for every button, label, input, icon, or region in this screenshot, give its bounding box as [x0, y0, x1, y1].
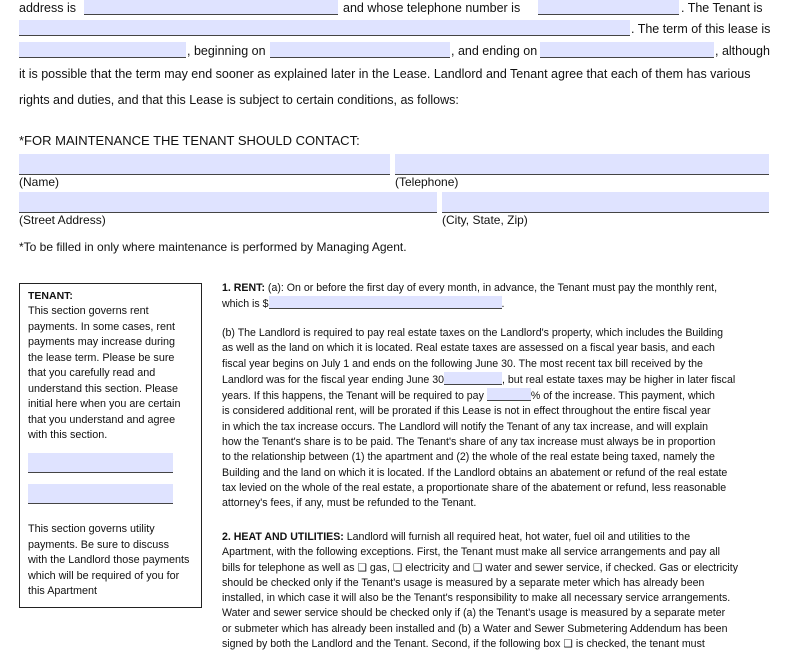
fiscal-year-field[interactable] — [444, 372, 502, 385]
tax-percent-rest: % of the increase. This payment, which — [530, 390, 715, 403]
heat-line: signed by both the Landlord and the Tenant. Second, if the following box ❑ is checked, the tenant must — [222, 638, 705, 651]
intro-although-label: , although — [715, 44, 770, 58]
sidebar-title: TENANT: — [28, 290, 73, 302]
heat-line: Water and sewer service should be checked only if (a) the Tenant's usage is measured by a separate meter — [222, 607, 726, 620]
heat-line: Apartment, with the following exceptions. First, the Tenant must make all service arrangements and pay all — [222, 546, 720, 559]
heat-utilities-section — [222, 530, 771, 652]
sidebar-utility-line: which will be required of you for — [28, 569, 180, 582]
heat-line: bills for telephone as well as ❑ gas, ❑ electricity and ❑ water and sewer service, if checked. Gas or electricity — [222, 561, 739, 574]
rent-amount-end: . — [501, 298, 505, 311]
heat-heading: 2. HEAT AND UTILITIES: — [222, 531, 344, 543]
heat-first-line: Landlord will furnish all required heat, hot water, fuel oil and utilities to the — [343, 531, 691, 543]
street-address-field[interactable] — [19, 192, 437, 213]
street-address-label: (Street Address) — [19, 213, 106, 227]
tax-line: to the relationship between (1) the apartment and (2) the whole of the real estate being taxed, namely the — [222, 451, 715, 464]
tax-line: as well as the land on which it is located. Real estate taxes are assessed on a fiscal year basis, and each — [222, 342, 715, 355]
tax-percent-field[interactable] — [487, 388, 531, 401]
rent-text-a: (a): On or before the first day of every month, in advance, the Tenant must pay the monthly rent, — [264, 282, 718, 294]
rent-section — [222, 281, 771, 313]
rent-initial-field-2[interactable] — [28, 484, 173, 504]
sidebar-utility-line: This section governs utility — [28, 523, 155, 535]
heat-line: or submeter which has already been installed and (b) a Water and Sewer Submetering Addendum has been — [222, 622, 728, 635]
rent-amount-label: which is $ — [222, 298, 269, 311]
maintenance-heading: *FOR MAINTENANCE THE TENANT SHOULD CONTACT: — [19, 133, 360, 148]
sidebar-utility-line: with the Landlord those payments — [28, 554, 190, 566]
rent-amount-field[interactable] — [269, 296, 502, 309]
intro-beginning-label: , beginning on — [187, 44, 266, 58]
rent-tax-paragraph — [222, 326, 771, 512]
sidebar-rent-text — [28, 304, 198, 444]
intro-address-label: address is — [19, 1, 76, 15]
beginning-date-field[interactable] — [270, 42, 450, 58]
sidebar-rent-line: This section governs rent — [28, 305, 149, 317]
sidebar-rent-line: the lease term. Please be sure — [28, 351, 175, 364]
tax-line: fiscal year begins on July 1 and ends on the following June 30. The most recent tax bill received by the — [222, 357, 703, 370]
sidebar-utility-line: payments. Be sure to discuss — [28, 538, 170, 551]
rent-initial-field-1[interactable] — [28, 453, 173, 473]
rent-heading: 1. RENT: — [222, 282, 265, 294]
intro-tenant-label: . The Tenant is — [681, 1, 763, 15]
tax-line: how the Tenant's share is to be paid. The Tenant's share of any tax increase must always be in proportion — [222, 436, 716, 449]
heat-line: should be checked only if the Tenant's usage is measured by a separate meter which has already been — [222, 576, 705, 589]
sidebar-rent-line: that you carefully read and — [28, 367, 156, 379]
sidebar-rent-line: understand this section. Please — [28, 382, 179, 395]
fiscal-year-label: Landlord was for the fiscal year ending June 30 — [222, 373, 445, 386]
sidebar-utility-line: this Apartment — [28, 585, 98, 597]
heat-line: installed, in which case it will also be the Tenant's responsibility to make all necessary service arrangements. — [222, 592, 731, 605]
ending-date-field[interactable] — [540, 42, 714, 58]
intro-line-4: it is possible that the term may end sooner as explained later in the Lease. Landlord and Tenant agree that each of them has various — [19, 67, 751, 81]
intro-telephone-label: and whose telephone number is — [343, 1, 521, 15]
tax-line: (b) The Landlord is required to pay real estate taxes on the Landlord's property, which includes the Building — [222, 327, 724, 339]
tax-line: Building and the land on which it is located. If the Landlord obtains an abatement or refund of the real estate — [222, 466, 728, 479]
intro-line-5: rights and duties, and that this Lease is subject to certain conditions, as follows: — [19, 93, 459, 107]
sidebar-utility-text — [28, 522, 198, 600]
maintenance-telephone-field[interactable] — [395, 154, 769, 175]
sidebar-rent-line: with this section. — [28, 429, 108, 441]
term-field[interactable] — [19, 42, 186, 58]
telephone-field[interactable] — [538, 0, 679, 15]
maintenance-name-field[interactable] — [19, 154, 390, 175]
tax-line: attorney's fees, if any, must be refunded to the Tenant. — [222, 497, 477, 510]
tax-percent-label: years. If this happens, the Tenant will be required to pay — [222, 390, 484, 403]
fiscal-year-rest: , but real estate taxes may be higher in later fiscal — [502, 373, 736, 386]
intro-term-label: . The term of this lease is — [631, 22, 771, 36]
tax-line: is considered additional rent, will be prorated if this Lease is not in effect throughout the entire fiscal year — [222, 405, 711, 418]
telephone-label: (Telephone) — [395, 175, 459, 189]
name-label: (Name) — [19, 175, 60, 189]
intro-ending-label: , and ending on — [451, 44, 538, 58]
tax-line: in which the tax increase occurs. The Landlord will notify the Tenant of any tax increase, and will explain — [222, 420, 709, 433]
tenant-name-field[interactable] — [19, 20, 630, 36]
city-state-zip-label: (City, State, Zip) — [442, 213, 528, 227]
sidebar-rent-line: payments. In some cases, rent — [28, 320, 176, 333]
sidebar-rent-line: payments may increase during — [28, 336, 176, 348]
tax-line: tax levied on the whole of the real estate, a proportionate share of the abatement or refund, less reasonable — [222, 481, 727, 494]
sidebar-rent-line: initial here when you are certain — [28, 398, 181, 410]
address-field[interactable] — [84, 0, 338, 15]
sidebar-rent-line: that you understand and agree — [28, 413, 176, 426]
city-state-zip-field[interactable] — [442, 192, 769, 213]
maintenance-note: *To be filled in only where maintenance is performed by Managing Agent. — [19, 240, 407, 254]
